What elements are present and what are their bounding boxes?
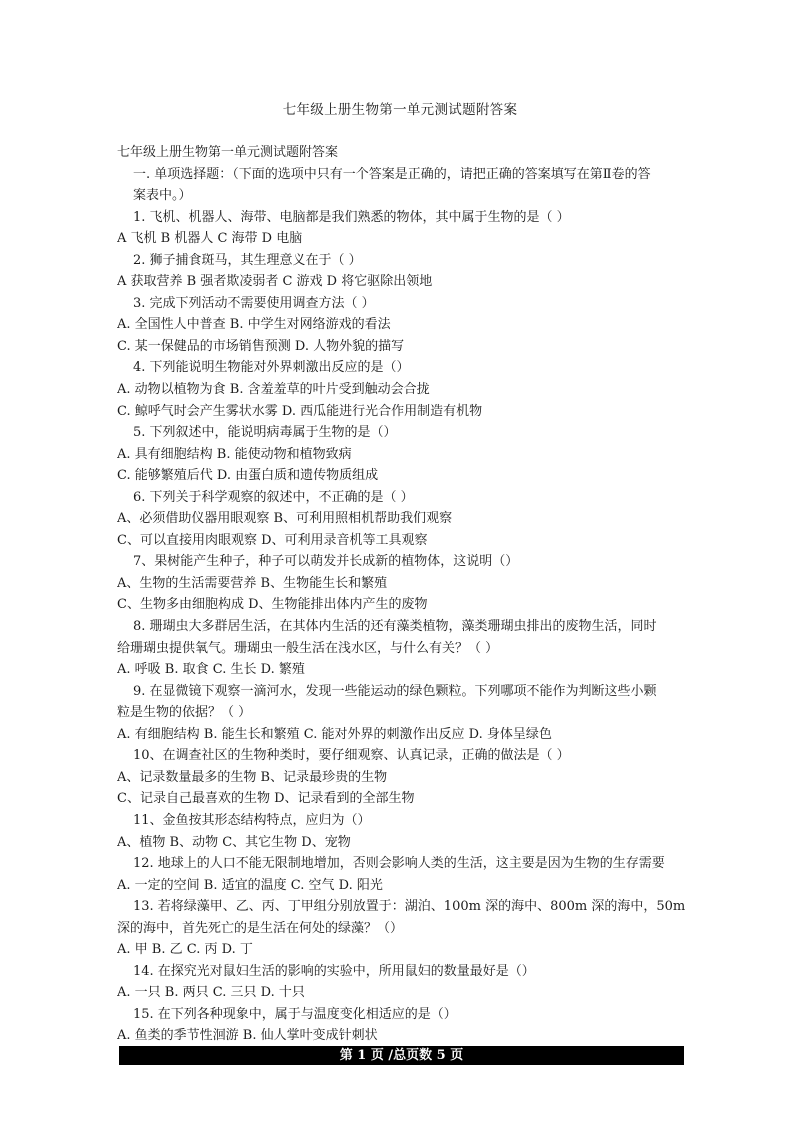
text-line: A 飞机 B 机器人 C 海带 D 电脑 [117,231,303,247]
text-line: 8. 珊瑚虫大多群居生活，在其体内生活的还有藻类植物，藻类珊瑚虫排出的废物生活，同时 [133,619,657,635]
text-line: C、可以直接用肉眼观察 D、可利用录音机等工具观察 [117,532,428,548]
text-line: 11、金鱼按其形态结构特点，应归为（） [133,812,371,828]
text-line: 一. 单项选择题：（下面的选项中只有一个答案是正确的，请把正确的答案填写在第Ⅱ卷的答 [133,166,651,182]
page-title: 七年级上册生物第一单元测试题附答案 [282,102,518,118]
text-line: A 获取营养 B 强者欺凌弱者 C 游戏 D 将它驱除出领地 [117,274,433,290]
text-line: A. 呼吸 B. 取食 C. 生长 D. 繁殖 [117,662,305,678]
document-body [117,142,687,1047]
text-line: 9. 在显微镜下观察一滴河水，发现一些能运动的绿色颗粒。下列哪项不能作为判断这些小颗 [133,683,657,699]
text-line: 2. 狮子捕食斑马，其生理意义在于（ ） [133,252,362,268]
text-line: 案表中。） [133,188,192,204]
text-line: 七年级上册生物第一单元测试题附答案 [117,145,339,160]
text-line: A. 动物以植物为食 B. 含羞羞草的叶片受到触动会合拢 [117,382,430,398]
page-footer: 第 1 页 /总页数 5 页 [119,1046,684,1065]
text-line: A. 鱼类的季节性洄游 B. 仙人掌叶变成针刺状 [117,1028,378,1044]
text-line: 14. 在探究光对鼠妇生活的影响的实验中，所用鼠妇的数量最好是（） [133,963,535,979]
text-line: A、必须借助仪器用眼观察 B、可利用照相机帮助我们观察 [117,511,453,527]
text-line: 5. 下列叙述中，能说明病毒属于生物的是（） [133,425,397,441]
text-line: A. 具有细胞结构 B. 能使动物和植物致病 [117,446,352,462]
text-line: A、记录数量最多的生物 B、记录最珍贵的生物 [117,769,388,785]
text-line: 10、在调查社区的生物种类时，要仔细观察、认真记录，正确的做法是（ ） [133,748,570,764]
text-line: A. 全国性人中普查 B. 中学生对网络游戏的看法 [117,317,391,333]
text-line: A. 一只 B. 两只 C. 三只 D. 十只 [117,985,305,1001]
text-line: C. 鲸呼气时会产生雾状水雾 D. 西瓜能进行光合作用制造有机物 [117,403,483,419]
text-line: 6. 下列关于科学观察的叙述中，不正确的是（ ） [133,489,414,505]
text-line: 1. 飞机、机器人、海带、电脑都是我们熟悉的物体，其中属于生物的是（ ） [133,209,570,225]
text-line: A. 一定的空间 B. 适宜的温度 C. 空气 D. 阳光 [117,877,383,893]
text-line: A. 甲 B. 乙 C. 丙 D. 丁 [117,942,253,958]
text-line: 15. 在下列各种现象中，属于与温度变化相适应的是（） [133,1006,457,1022]
text-line: 13. 若将绿藻甲、乙、丙、丁甲组分别放置于：湖泊、100m 深的海中、800m 深的海中，50m [133,899,686,915]
text-line: 3. 完成下列活动不需要使用调查方法（ ） [133,295,375,311]
text-line: C. 能够繁殖后代 D. 由蛋白质和遗传物质组成 [117,468,379,484]
text-line: A、植物 B、动物 C、其它生物 D、宠物 [117,834,351,850]
text-line: C、生物多由细胞构成 D、生物能排出体内产生的废物 [117,597,428,613]
text-line: 粒是生物的依据？（ ） [117,705,252,721]
text-line: 给珊瑚虫提供氧气。珊瑚虫一般生活在浅水区，与什么有关？（ ） [117,640,499,656]
text-line: 4. 下列能说明生物能对外界刺激出反应的是（） [133,360,410,376]
text-line: 7、果树能产生种子，种子可以萌发并长成新的植物体，这说明（） [133,554,519,570]
text-line: A、生物的生活需要营养 B、生物能生长和繁殖 [117,575,388,591]
text-line: C、记录自己最喜欢的生物 D、记录看到的全部生物 [117,791,415,807]
text-line: 12. 地球上的人口不能无限制地增加，否则会影响人类的生活，这主要是因为生物的生存需要 [133,856,665,872]
text-line: 深的海中，首先死亡的是生活在何处的绿藻？（） [117,920,404,936]
text-line: C. 某一保健品的市场销售预测 D. 人物外貌的描写 [117,338,405,354]
text-line: A. 有细胞结构 B. 能生长和繁殖 C. 能对外界的刺激作出反应 D. 身体呈绿色 [117,726,552,742]
